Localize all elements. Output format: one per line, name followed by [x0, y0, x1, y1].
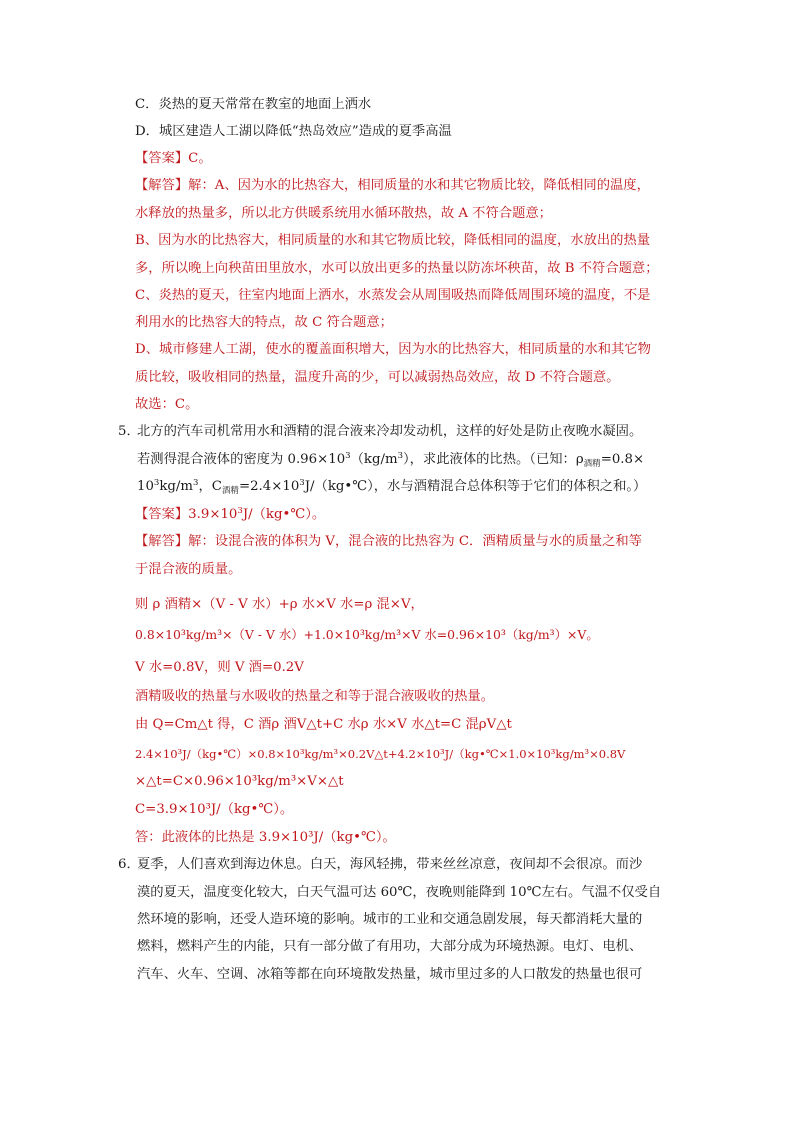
equation-line: ×△t=C×0.96×10³kg/m³×V×△t — [135, 774, 344, 789]
option-d: D．城区建造人工湖以降低“热岛效应”造成的夏季高温 — [135, 124, 452, 139]
analysis-line: C、炎热的夏天，往室内地面上洒水，水蒸发会从周围吸热而降低周围环境的温度，不是 — [135, 288, 651, 303]
analysis-line: 【解答】解：设混合液的体积为 V，混合液的比热容为 C．酒精质量与水的质量之和等 — [135, 534, 642, 549]
analysis-line: 【解答】解：A、因为水的比热容大，相同质量的水和其它物质比较，降低相同的温度， — [135, 178, 650, 193]
question-stem: 夏季，人们喜欢到海边休息。白天，海风轻拂，带来丝丝凉意，夜间却不会很凉。而沙 — [137, 857, 643, 872]
analysis-line: 利用水的比热容大的特点，故 C 符合题意； — [135, 315, 393, 330]
option-c: C．炎热的夏天常常在教室的地面上洒水 — [135, 97, 372, 112]
question-stem: $10^3kg/m^3$，$C_{酒精}=2.4\times 10^3J/(kg•℃)$，水与酒精混合总体积等于它们的体积之和。） — [137, 478, 647, 496]
equation-line: C=3.9×10³J/（kg•℃）。 — [135, 802, 294, 817]
analysis-line: 质比较，吸收相同的热量，温度升高的少，可以减弱热岛效应，故 D 不符合题意。 — [135, 370, 620, 385]
question-number: 6． — [118, 857, 140, 872]
equation-line: 则 ρ 酒精×（V - V 水）+ρ 水×V 水=ρ 混×V， — [135, 597, 424, 612]
question-stem: 燃料，燃料产生的内能，只有一部分做了有用功，大部分成为环境热源。电灯、电机、 — [137, 939, 643, 954]
equation-line: V 水=0.8V，则 V 酒=0.2V — [135, 660, 304, 675]
question-stem: 若测得混合液体的密度为 $0.96\times 10^3(kg/m^3)$，求此液体的比热。（已知：$\rho_{酒精}=0.8\times$ — [137, 451, 645, 469]
question-number: 5． — [118, 424, 140, 439]
analysis-line: 于混合液的质量。 — [135, 562, 242, 577]
analysis-line: D、城市修建人工湖，使水的覆盖面积增大，因为水的比热容大，相同质量的水和其它物 — [135, 342, 651, 357]
equation-line: 0.8×10³kg/m³×（V - V 水）+1.0×10³kg/m³×V 水=0.96×10³（kg/m³）×V。 — [135, 627, 599, 642]
answer: 【答案】C。 — [135, 151, 212, 166]
equation-line: 2.4×10³J/（kg•℃）×0.8×10³kg/m³×0.2V△t+4.2×10³J/（kg•℃×1.0×10³kg/m³×0.8V — [135, 747, 626, 761]
question-stem: 漠的夏天，温度变化较大，白天气温可达 60℃，夜晚则能降到 10℃左右。气温不仅受自 — [137, 885, 662, 900]
analysis-line: 多，所以晚上向秧苗田里放水，水可以放出更多的热量以防冻坏秧苗，故 B 不符合题意； — [135, 261, 659, 276]
equation-line: 由 Q=Cm△t 得，C 酒ρ 酒V△t+C 水ρ 水×V 水△t=C 混ρV△t — [135, 717, 512, 732]
final-answer-line: 答：此液体的比热是 3.9×10³J/（kg•℃）。 — [135, 830, 396, 845]
choice-line: 故选：C。 — [135, 397, 199, 412]
question-stem: 北方的汽车司机常用水和酒精的混合液来冷却发动机，这样的好处是防止夜晚水凝固。 — [137, 424, 643, 439]
question-stem: 然环境的影响，还受人造环境的影响。城市的工业和交通急剧发展，每天都消耗大量的 — [137, 912, 643, 927]
analysis-line: B、因为水的比热容大，相同质量的水和其它物质比较，降低相同的温度，水放出的热量 — [135, 233, 651, 248]
question-stem: 汽车、火车、空调、冰箱等都在向环境散发热量，城市里过多的人口散发的热量也很可 — [137, 967, 643, 982]
answer: 【答案】$3.9\times 10^3J/(kg•℃)$。 — [135, 506, 326, 522]
analysis-line: 水释放的热量多，所以北方供暖系统用水循环散热，故 A 不符合题意； — [135, 206, 552, 221]
equation-line: 酒精吸收的热量与水吸收的热量之和等于混合液吸收的热量。 — [135, 689, 495, 704]
